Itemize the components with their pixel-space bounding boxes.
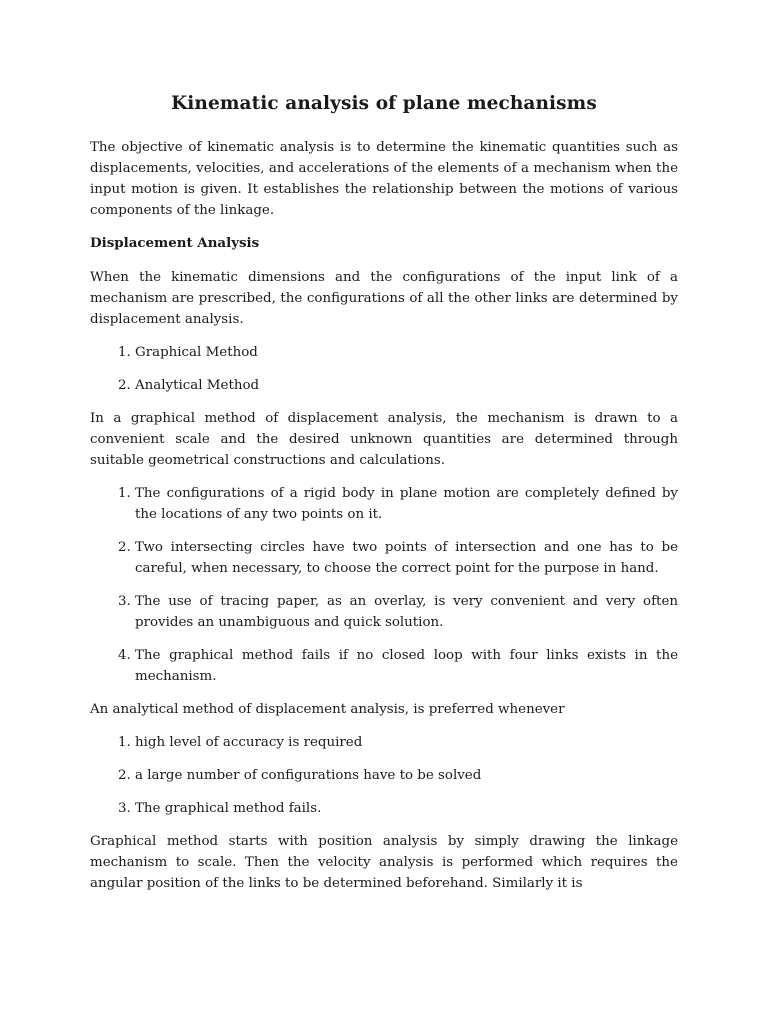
list-item: 1. The configurations of a rigid body in plane motion are completely defined by the locations of any two points on it. <box>135 483 678 525</box>
list-item: 2. Analytical Method <box>135 375 678 396</box>
displacement-paragraph: When the kinematic dimensions and the configurations of the input link of a mechanism are prescribed, the configurations of all the other links are determined by displacement analysis. <box>90 270 678 327</box>
analytical-method-paragraph: An analytical method of displacement analysis, is preferred whenever <box>90 702 565 717</box>
list-item: 3. The use of tracing paper, as an overlay, is very convenient and very often provides an unambiguous and quick solution. <box>135 591 678 633</box>
list-item: 4. The graphical method fails if no closed loop with four links exists in the mechanism. <box>135 645 678 687</box>
graphical-method-paragraph: In a graphical method of displacement analysis, the mechanism is drawn to a convenient scale and the desired unknown quantities are determined through suitable geometrical constructions and calculations. <box>90 411 678 468</box>
page-title: Kinematic analysis of plane mechanisms <box>171 93 597 114</box>
methods-list <box>90 342 678 396</box>
document-page <box>90 92 678 906</box>
list-item: 2. Two intersecting circles have two points of intersection and one has to be careful, when necessary, to choose the correct point for the purpose in hand. <box>135 537 678 579</box>
list-item: 3. The graphical method fails. <box>135 798 678 819</box>
list-item: 1. high level of accuracy is required <box>135 732 678 753</box>
list-item: 2. a large number of configurations have to be solved <box>135 765 678 786</box>
list-item: 1. Graphical Method <box>135 342 678 363</box>
analytical-points-list <box>90 732 678 819</box>
intro-paragraph: The objective of kinematic analysis is to determine the kinematic quantities such as displacements, velocities, and accelerations of the elements of a mechanism when the input motion is given. It establishes the relationship between the motions of various components of the linkage. <box>90 140 678 218</box>
graphical-points-list <box>90 483 678 687</box>
section-heading: Displacement Analysis <box>90 235 260 251</box>
closing-paragraph: Graphical method starts with position analysis by simply drawing the linkage mechanism to scale. Then the velocity analysis is performed which requires the angular position of the links to be determined beforehand. Similarly it is <box>90 834 678 891</box>
